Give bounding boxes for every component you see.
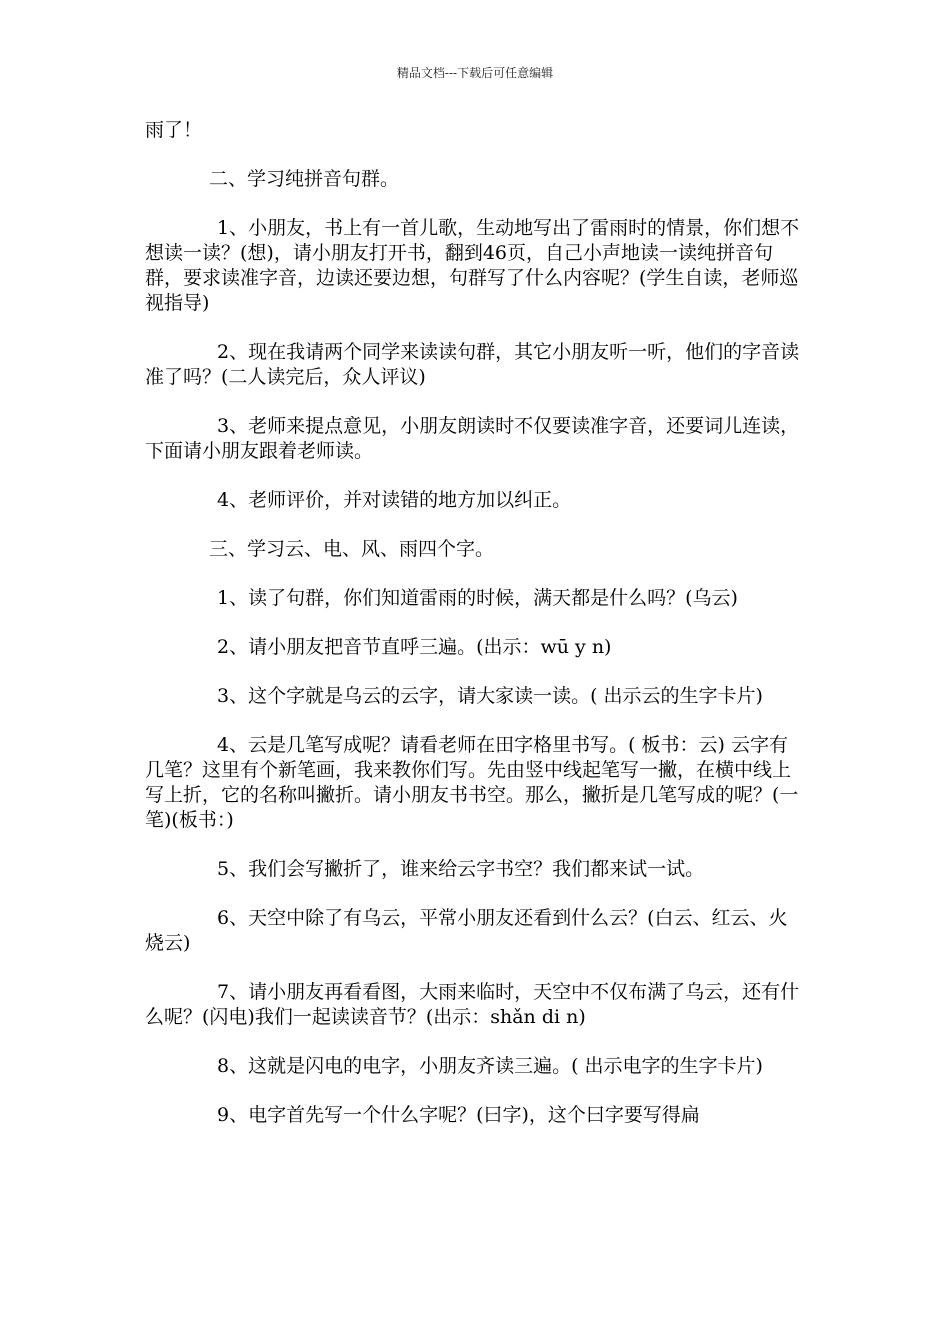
paragraph-step-1: 1、小朋友，书上有一首儿歌，生动地写出了雷雨时的情景，你们想不想读一读？(想)，请小朋友打开书，翻到46页，自己小声地读一读纯拼音句群，要求读准字音，边读还要边想，句群写了什么内容呢？(学生自读，老师巡视指导) [145, 217, 800, 314]
paragraph-char-step-3: 3、这个字就是乌云的云字，请大家读一读。( 出示云的生字卡片) [217, 685, 763, 707]
paragraph-char-step-7: 7、请小朋友再看看图，大雨来临时，天空中不仅布满了乌云，还有什么呢？(闪电)我们一起读读音节？(出示：shǎn di n) [145, 981, 800, 1028]
paragraph-char-step-4: 4、云是几笔写成呢？请看老师在田字格里书写。( 板书：云) 云字有几笔？这里有个新笔画，我来教你们写。先由竖中线起笔写一撇，在横中线上写上折，它的名称叫撇折。请小朋友书书空。那么，撇折是几笔写成的呢？(一笔)(板书：) [145, 734, 799, 831]
paragraph-char-step-9: 9、电字首先写一个什么字呢？(曰字)，这个曰字要写得扁 [217, 1104, 700, 1126]
paragraph-char-step-1: 1、读了句群，你们知道雷雨的时候，满天都是什么吗？(乌云) [217, 587, 738, 609]
page-header: 精品文档---下载后可任意编辑 [396, 66, 554, 80]
section-heading-3: 三、学习云、电、风、雨四个字。 [209, 538, 495, 560]
paragraph-step-4: 4、老师评价，并对读错的地方加以纠正。 [217, 489, 572, 511]
document-body [145, 118, 805, 1128]
paragraph-char-step-8: 8、这就是闪电的电字，小朋友齐读三遍。( 出示电字的生字卡片) [217, 1055, 763, 1077]
paragraph-continuation: 雨了！ [145, 119, 203, 141]
paragraph-char-step-2: 2、请小朋友把音节直呼三遍。(出示：wū y n) [217, 636, 612, 658]
paragraph-char-step-6: 6、天空中除了有乌云，平常小朋友还看到什么云？(白云、红云、火烧云) [145, 907, 788, 954]
section-heading-2: 二、学习纯拼音句群。 [209, 168, 400, 190]
paragraph-step-3: 3、老师来提点意见，小朋友朗读时不仅要读准字音，还要词儿连读，下面请小朋友跟着老师读。 [145, 415, 800, 462]
paragraph-char-step-5: 5、我们会写撇折了，谁来给云字书空？我们都来试一试。 [217, 858, 705, 880]
paragraph-step-2: 2、现在我请两个同学来读读句群，其它小朋友听一听，他们的字音读准了吗？(二人读完后，众人评议) [145, 341, 800, 388]
